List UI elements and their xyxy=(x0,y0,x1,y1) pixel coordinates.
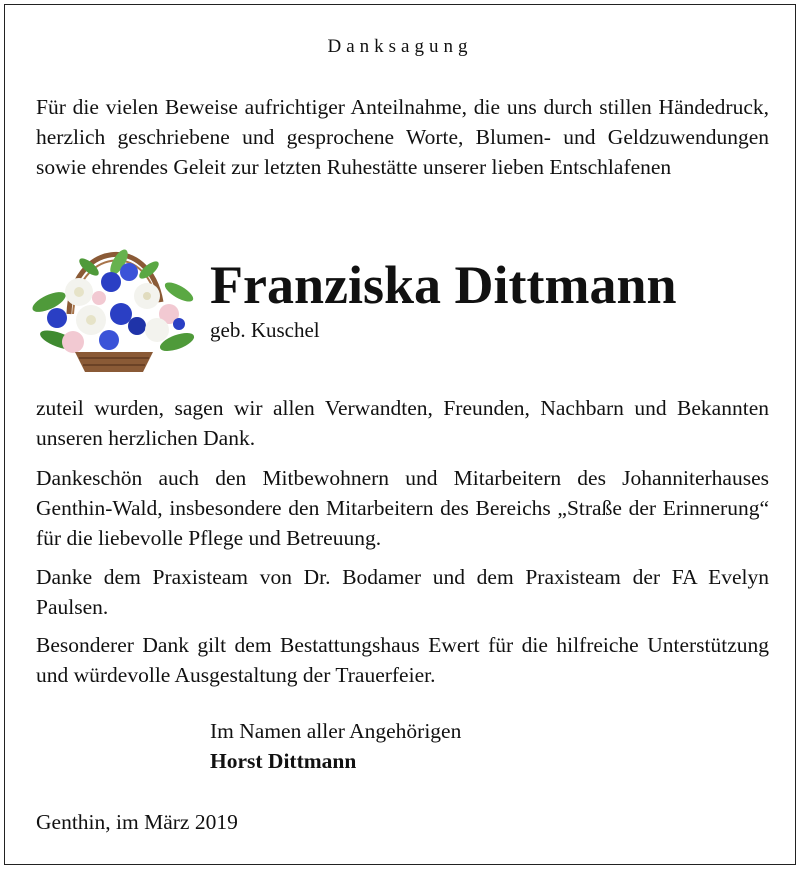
obituary-notice xyxy=(4,4,796,865)
thanks-paragraph-3: Danke dem Praxisteam von Dr. Bodamer und dem Praxisteam der FA Evelyn Paulsen. xyxy=(36,565,769,619)
thanks-paragraph-4: Besonderer Dank gilt dem Bestattungshaus Ewert für die hilfreiche Unterstützung und würdevolle Ausgestaltung der Trauerfeier. xyxy=(36,633,769,687)
place-date: Genthin, im März 2019 xyxy=(36,810,238,834)
deceased-name: Franziska Dittmann xyxy=(210,255,677,315)
notice-heading: Danksagung xyxy=(327,36,473,57)
thanks-paragraph-1: zuteil wurden, sagen wir allen Verwandten, Freunden, Nachbarn und Bekannten unseren herzlichen Dank. xyxy=(36,396,769,450)
intro-paragraph: Für die vielen Beweise aufrichtiger Anteilnahme, die uns durch stillen Händedruck, herzlich geschriebene und gesprochene Worte, Blumen- und Geldzuwendungen sowie ehrendes Geleit zur letzten Ruhestätte unserer lieben Entschlafenen xyxy=(36,95,769,179)
closing-line: Im Namen aller Angehörigen xyxy=(210,719,462,743)
thanks-paragraph-2: Dankeschön auch den Mitbewohnern und Mitarbeitern des Johanniterhauses Genthin-Wald, insbesondere den Mitarbeitern des Bereichs „Straße der Erinnerung“ für die liebevolle Pflege und Betreuung. xyxy=(36,466,769,550)
flower-basket-image xyxy=(29,222,199,380)
signer-name: Horst Dittmann xyxy=(210,749,357,773)
maiden-name: geb. Kuschel xyxy=(210,318,320,342)
